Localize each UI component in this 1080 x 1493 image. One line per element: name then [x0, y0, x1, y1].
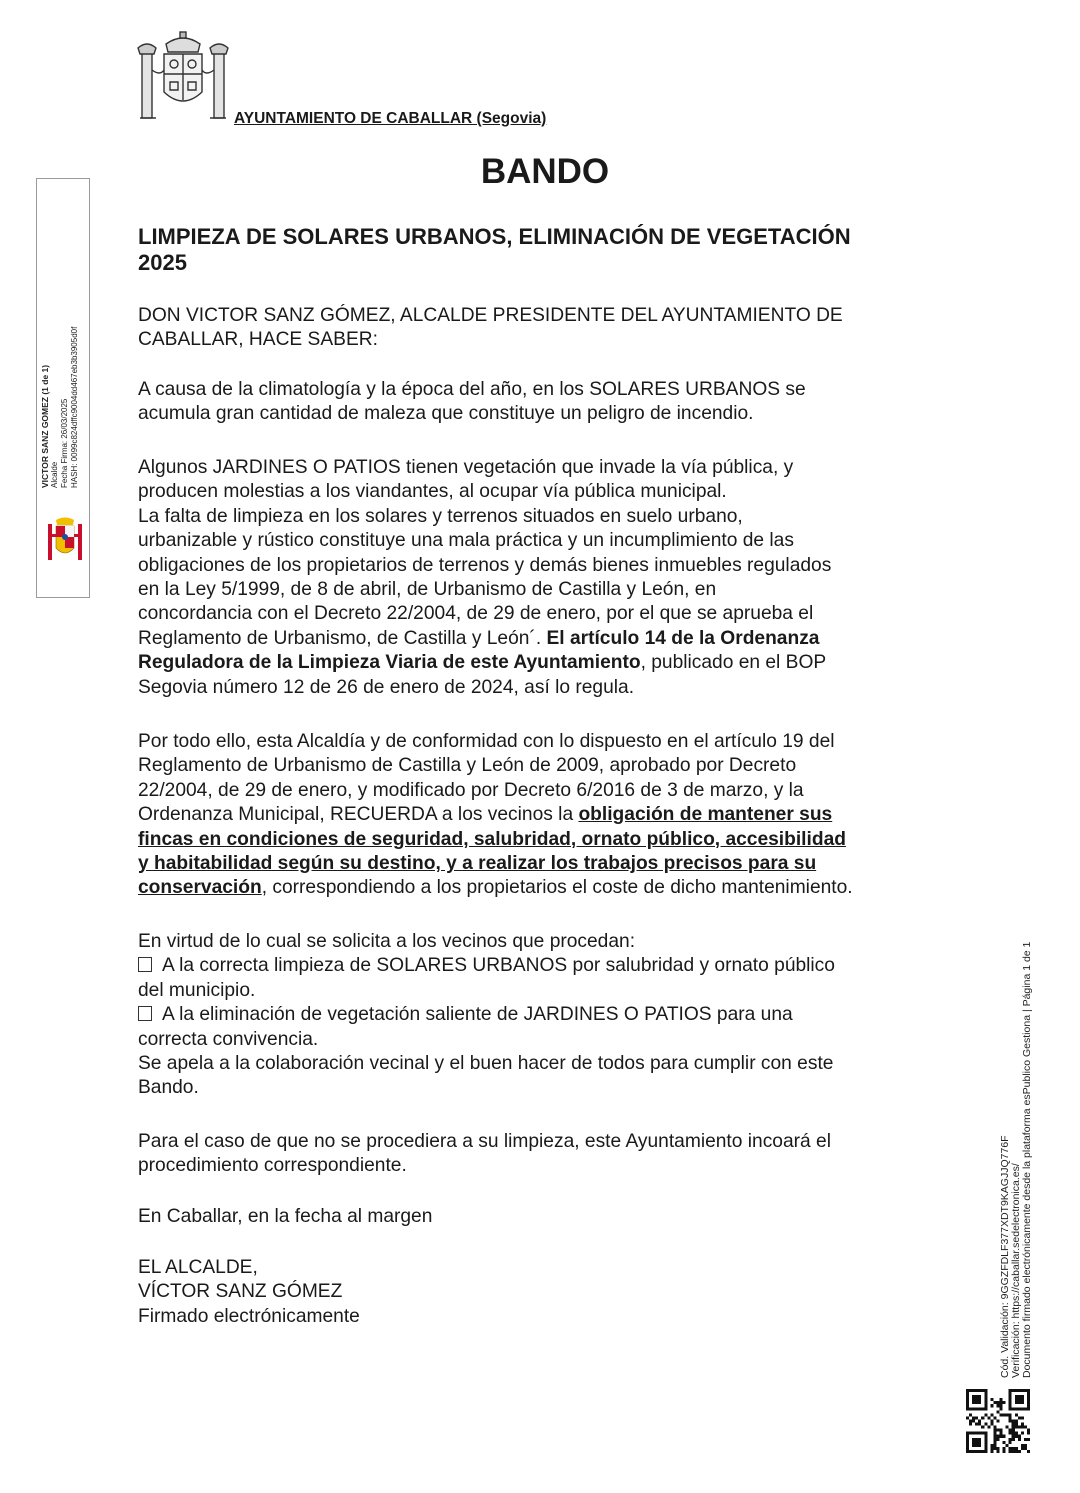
signer-role: Alcalde [50, 461, 59, 488]
signature-role: EL ALCALDE, [138, 1257, 258, 1278]
text-line: Se apela a la colaboración vecinal y el buen hacer de todos para cumplir con este [138, 1053, 834, 1075]
underlined-text-run: conservación [138, 877, 262, 899]
signature-note: Firmado electrónicamente [138, 1305, 360, 1327]
consequence-paragraph [138, 1130, 951, 1179]
text-line: procedimiento correspondiente. [138, 1155, 407, 1177]
text-line [138, 803, 951, 827]
town-hall-heading: AYUNTAMIENTO DE CABALLAR (Segovia) [234, 110, 547, 127]
text-line: La falta de limpieza en los solares y terrenos situados en suelo urbano, [138, 505, 743, 527]
subject-line: 2025 [138, 250, 187, 275]
text-line: A causa de la climatología y la época del año, en los SOLARES URBANOS se [138, 379, 806, 400]
text-line: del municipio. [138, 979, 256, 1001]
cause-paragraph [138, 378, 951, 427]
list-item [138, 1003, 951, 1027]
subject-line: LIMPIEZA DE SOLARES URBANOS, ELIMINACIÓN DE VEGETACIÓN [138, 224, 851, 249]
text-line: acumula gran cantidad de maleza que constituye un peligro de incendio. [138, 403, 754, 425]
text-line: producen molestias a los viandantes, al ocupar vía pública municipal. [138, 481, 727, 503]
text-run: Ordenanza Municipal, RECUERDA a los vecinos la [138, 804, 579, 826]
verification-stamp [1000, 942, 1033, 1378]
signer-name: VICTOR SANZ GOMEZ (1 de 1) [40, 364, 50, 488]
validation-code: Cód. Validación: 9GGZFDLF377XDT9KAGJJQ776F [999, 1135, 1011, 1378]
document-title: BANDO [480, 152, 610, 191]
checkbox-square-icon [138, 957, 152, 972]
bold-text-run: Reguladora de la Limpieza Viaria de este Ayuntamiento [138, 652, 641, 674]
text-line: Para el caso de que no se procediera a su limpieza, este Ayuntamiento incoará el [138, 1131, 831, 1152]
place-date-line [138, 1205, 951, 1229]
spain-coat-of-arms-color-icon [44, 516, 86, 566]
text-line: concordancia con el Decreto 22/2004, de 29 de enero, por el que se aprueba el [138, 603, 814, 625]
text-line [138, 627, 951, 651]
list-item-text: A la eliminación de vegetación saliente de JARDINES O PATIOS para una [162, 1004, 793, 1026]
signature-block [138, 1256, 951, 1329]
verification-url: Verificación: https://caballar.sedelectronica.es/ [1010, 1163, 1022, 1378]
text-run: , publicado en el BOP [640, 652, 827, 674]
text-line: Segovia número 12 de 26 de enero de 2024, así lo regula. [138, 676, 635, 698]
underlined-text-line: y habitabilidad según su destino, y a realizar los trabajos precisos para su [138, 853, 817, 875]
underlined-text-run: obligación de mantener sus [578, 804, 833, 826]
reminder-paragraph [138, 730, 951, 901]
text-line [138, 876, 951, 900]
intro-paragraph [138, 304, 951, 353]
text-line: CABALLAR, HACE SABER: [138, 329, 378, 351]
text-line: En Caballar, en la fecha al margen [138, 1206, 433, 1227]
qr-code-icon [966, 1389, 1030, 1453]
regulation-paragraph [138, 456, 951, 700]
text-line: Por todo ello, esta Alcaldía y de conformidad con lo dispuesto en el artículo 19 del [138, 731, 835, 752]
signature-name: VÍCTOR SANZ GÓMEZ [138, 1281, 343, 1303]
text-line: Bando. [138, 1077, 199, 1099]
checkbox-square-icon [138, 1006, 152, 1021]
text-line: En virtud de lo cual se solicita a los vecinos que procedan: [138, 931, 636, 952]
signature-box-text [40, 327, 80, 488]
list-item [138, 954, 951, 978]
request-paragraph [138, 930, 951, 1101]
text-line: Reglamento de Urbanismo de Castilla y León de 2009, aprobado por Decreto [138, 755, 797, 777]
platform-note: Documento firmado electrónicamente desde la plataforma esPublico Gestiona | Página 1 de 1 [1021, 941, 1033, 1378]
text-line: urbanizable y rústico constituye una mala práctica y un incumplimiento de las [138, 530, 794, 552]
text-line: Algunos JARDINES O PATIOS tienen vegetación que invade la vía pública, y [138, 457, 794, 478]
signature-date: Fecha Firma: 26/03/2025 [60, 398, 69, 488]
text-line [138, 651, 951, 675]
text-line: en la Ley 5/1999, de 8 de abril, de Urbanismo de Castilla y León, en [138, 579, 717, 601]
text-run: Reglamento de Urbanismo, de Castilla y León´. [138, 627, 547, 649]
text-line: 22/2004, de 29 de enero, y modificado por Decreto 6/2016 de 3 de marzo, y la [138, 779, 804, 801]
text-line: correcta convivencia. [138, 1028, 319, 1050]
spain-coat-of-arms-icon [136, 30, 230, 126]
signature-hash: HASH: 0099c824dffc9004dd467eb3b3905d0f [70, 326, 79, 488]
text-line: obligaciones de los propietarios de terrenos y demás bienes inmuebles regulados [138, 554, 832, 576]
text-run: , correspondiendo a los propietarios el coste de dicho mantenimiento. [261, 877, 853, 899]
text-line: DON VICTOR SANZ GÓMEZ, ALCALDE PRESIDENTE DEL AYUNTAMIENTO DE [138, 305, 843, 326]
list-item-text: A la correcta limpieza de SOLARES URBANOS por salubridad y ornato público [162, 955, 835, 977]
document-subject [138, 224, 968, 276]
underlined-text-line: fincas en condiciones de seguridad, salubridad, ornato público, accesibilidad [138, 828, 846, 850]
bold-text-run: El artículo 14 de la Ordenanza [546, 627, 820, 649]
